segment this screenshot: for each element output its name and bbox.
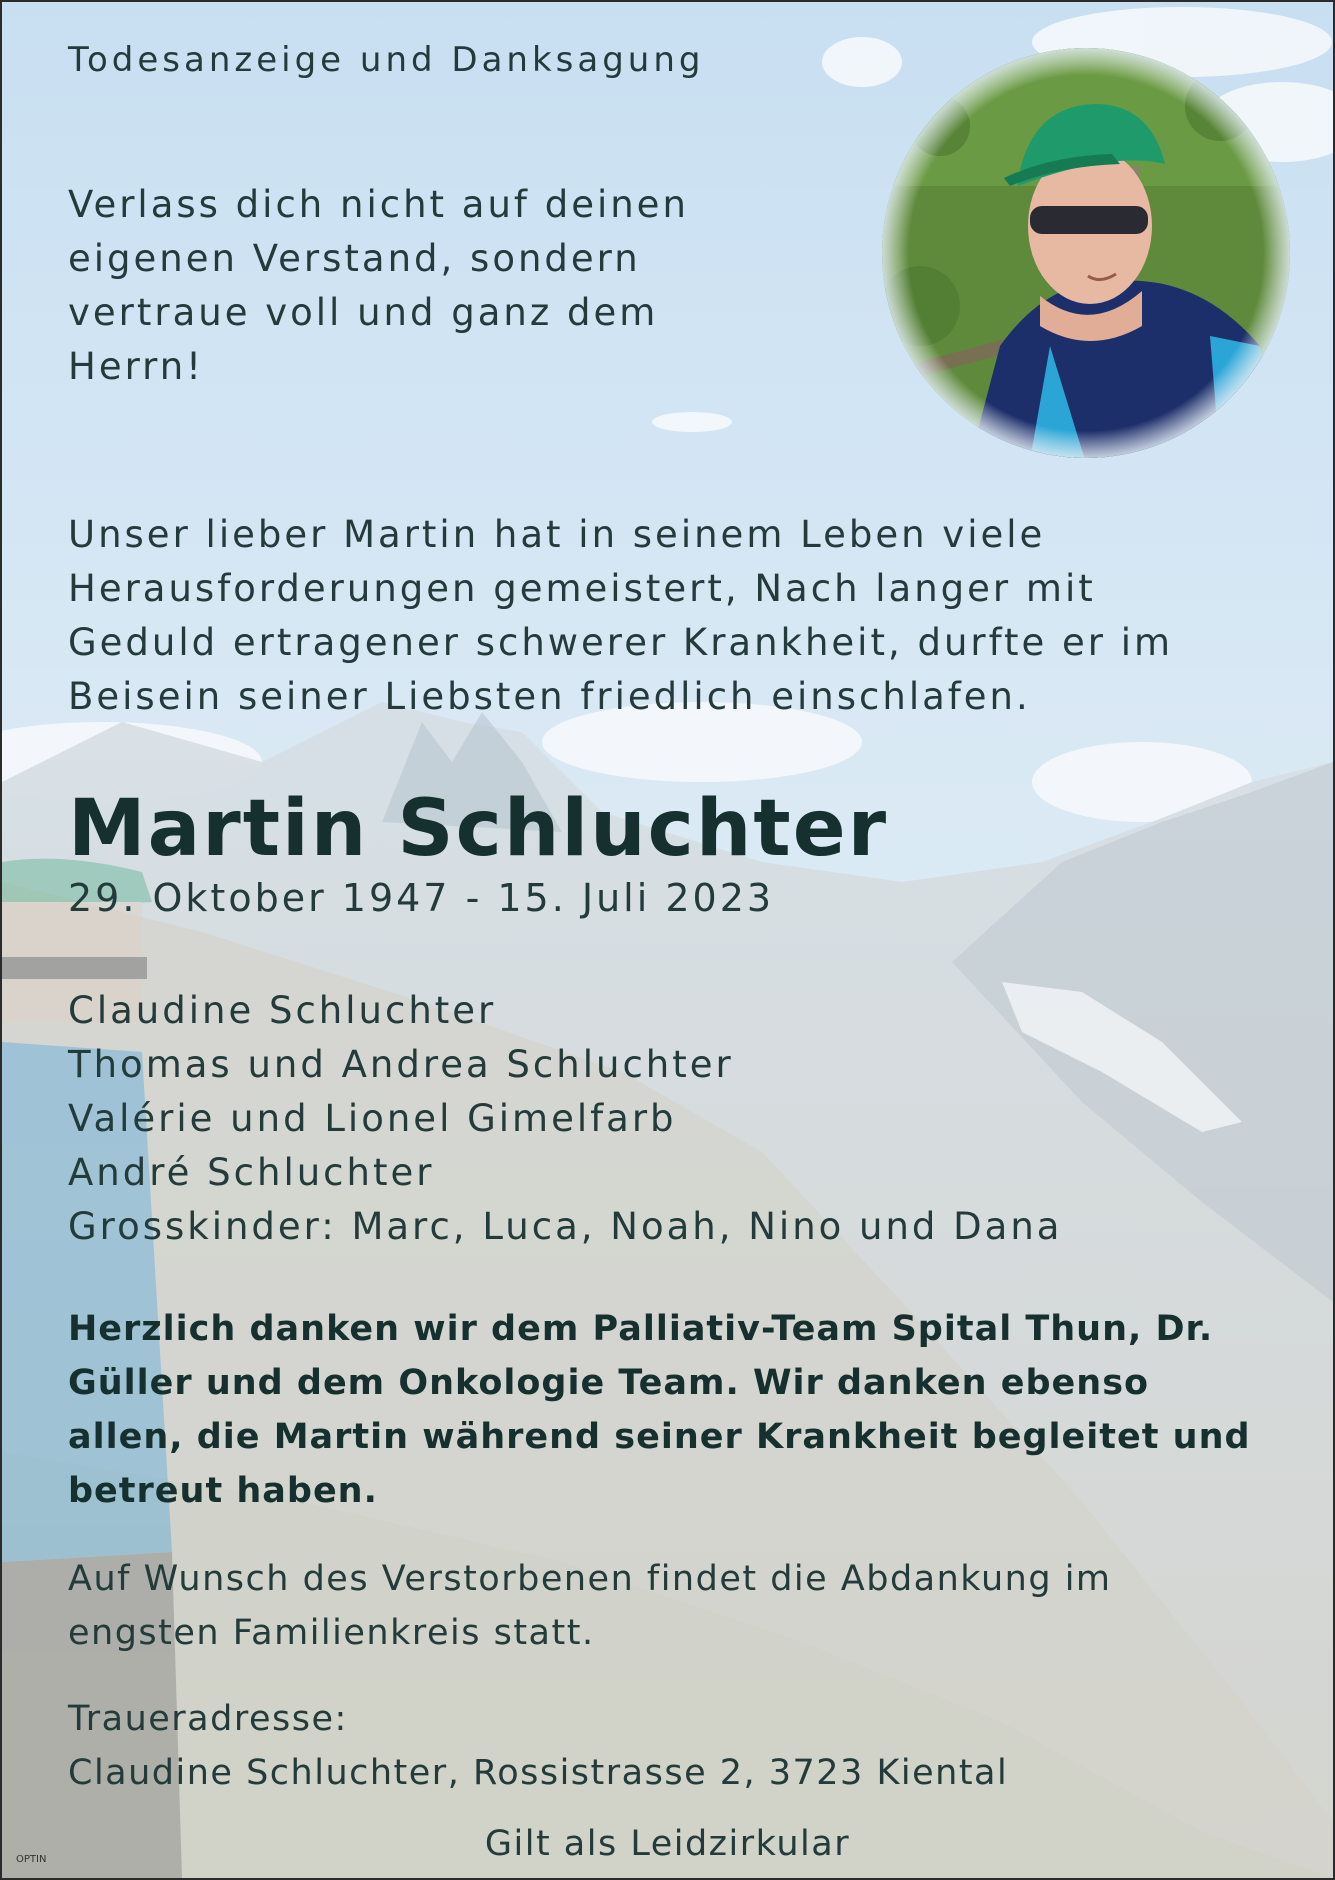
family-member: Claudine Schluchter	[68, 989, 497, 1032]
thanks-paragraph	[68, 1302, 1251, 1518]
address-label: Traueradresse:	[68, 1699, 348, 1739]
thanks-line: betreut haben.	[68, 1471, 378, 1511]
thanks-line: allen, die Martin während seiner Krankheit begleitet und	[68, 1417, 1251, 1457]
verse-line: Verlass dich nicht auf deinen	[68, 183, 689, 226]
verse-line: Herrn!	[68, 345, 204, 388]
verse-line: eigenen Verstand, sondern	[68, 237, 641, 280]
publisher-mark: OPTIN	[16, 1854, 47, 1865]
mourning-address	[68, 1692, 1008, 1800]
deceased-name: Martin Schluchter	[68, 784, 889, 874]
family-member: Thomas und Andrea Schluchter	[68, 1043, 734, 1086]
portrait-photo	[880, 46, 1292, 460]
family-member: Grosskinder: Marc, Luca, Noah, Nino und Dana	[68, 1205, 1063, 1248]
ceremony-line: Auf Wunsch des Verstorbenen findet die Abdankung im	[68, 1559, 1112, 1599]
message-line: Beisein seiner Liebsten friedlich einschlafen.	[68, 675, 1031, 718]
message-line: Unser lieber Martin hat in seinem Leben viele	[68, 513, 1046, 556]
farewell-message	[68, 508, 1173, 724]
family-list	[68, 984, 1062, 1254]
thanks-line: Herzlich danken wir dem Palliativ-Team Spital Thun, Dr.	[68, 1309, 1214, 1349]
life-dates: 29. Oktober 1947 - 15. Juli 2023	[68, 876, 775, 920]
bible-verse	[68, 178, 689, 394]
ceremony-line: engsten Familienkreis statt.	[68, 1613, 595, 1653]
notice-heading: Todesanzeige und Danksagung	[68, 40, 705, 80]
message-line: Geduld ertragener schwerer Krankheit, durfte er im	[68, 621, 1174, 664]
circular-notice: Gilt als Leidzirkular	[484, 1824, 851, 1864]
family-member: André Schluchter	[68, 1151, 435, 1194]
ceremony-notice	[68, 1552, 1112, 1660]
address-line: Claudine Schluchter, Rossistrasse 2, 3723 Kiental	[68, 1753, 1009, 1793]
verse-line: vertraue voll und ganz dem	[68, 291, 659, 334]
message-line: Herausforderungen gemeistert, Nach langer mit	[68, 567, 1096, 610]
thanks-line: Güller und dem Onkologie Team. Wir danken ebenso	[68, 1363, 1150, 1403]
family-member: Valérie und Lionel Gimelfarb	[68, 1097, 677, 1140]
